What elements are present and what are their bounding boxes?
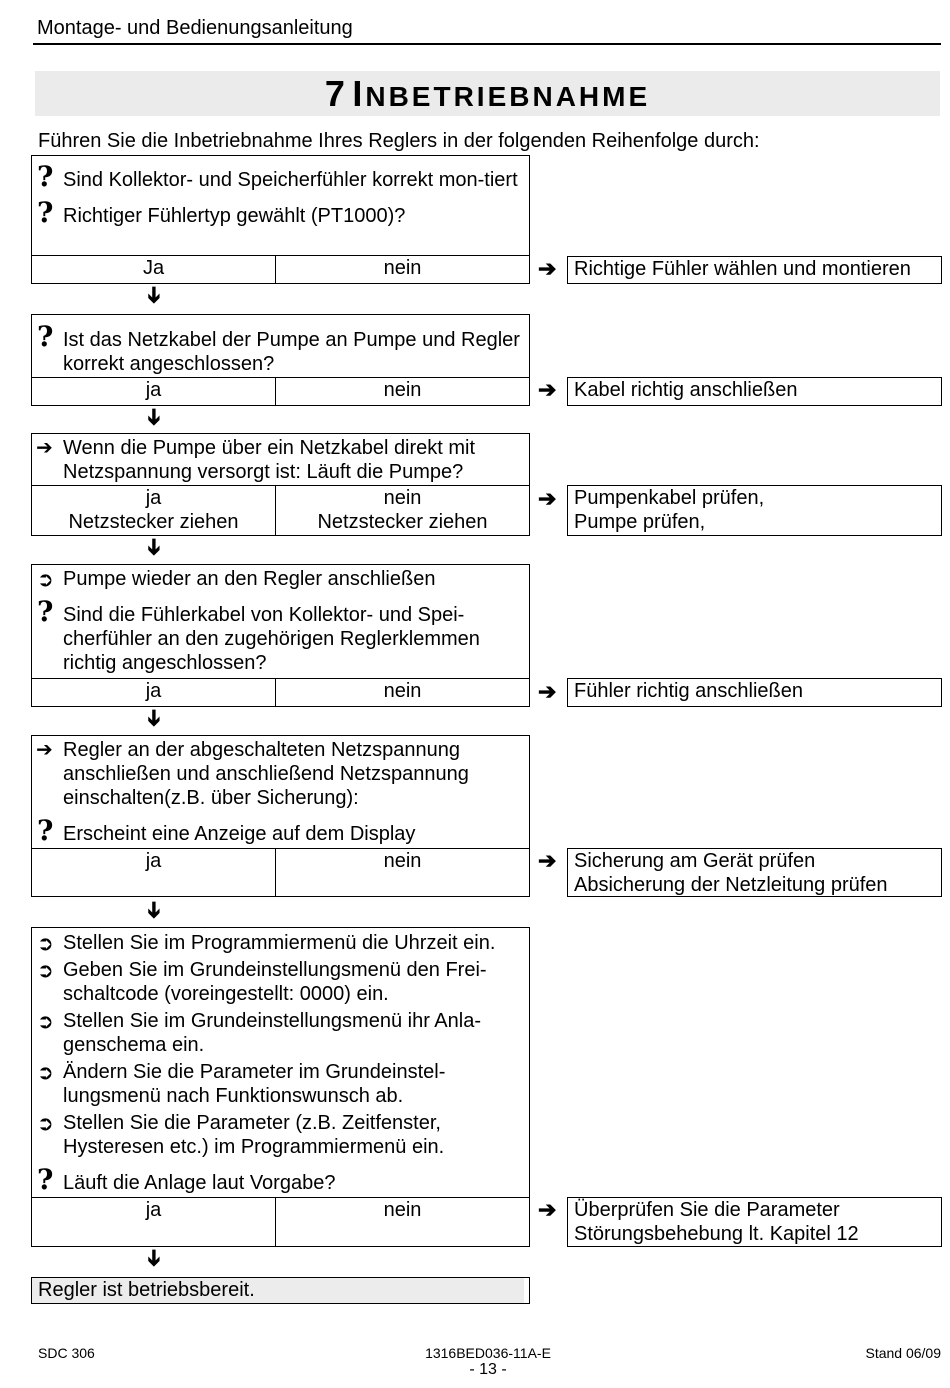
step-5-line-1 xyxy=(32,738,523,810)
step-3-no: nein xyxy=(383,487,422,509)
step-1-line-2 xyxy=(32,196,529,229)
final-status: Regler ist betriebsbereit. xyxy=(31,1277,530,1304)
question-icon: ? xyxy=(37,196,54,229)
section-title-initial: I xyxy=(352,73,366,114)
step-6-no: nein xyxy=(383,1199,422,1221)
step-6-line-5 xyxy=(32,1111,523,1159)
arrow-right-icon: ➔ xyxy=(36,437,53,459)
footer-doc-number: 1316BED036-11A-E xyxy=(425,1345,551,1361)
arrow-right-icon: ➔ xyxy=(36,739,53,761)
step-1-line-1-text: Sind Kollektor- und Speicherfühler korrekt mon-tiert xyxy=(63,169,518,191)
intro-text: Führen Sie die Inbetriebnahme Ihres Reglers in der folgenden Reihenfolge durch: xyxy=(38,130,760,152)
section-title-rest: NBETRIEBNAHME xyxy=(365,81,651,112)
step-2-line-1-text: Ist das Netzkabel der Pumpe an Pumpe und Regler korrekt angeschlossen? xyxy=(63,329,520,375)
step-6-line-1-text: Stellen Sie im Programmiermenü die Uhrzeit ein. xyxy=(63,932,496,954)
step-4-result: Fühler richtig anschließen xyxy=(567,678,942,707)
step-6-answer-row xyxy=(31,1197,530,1247)
step-3-question-box xyxy=(31,433,530,486)
step-5-result xyxy=(567,848,942,897)
step-3-line-1 xyxy=(32,436,523,484)
step-3-no-cell xyxy=(276,486,529,535)
step-6-question-box xyxy=(31,927,530,1198)
step-6-line-5-text: Stellen Sie die Parameter (z.B. Zeitfenster, Hysteresen etc.) im Programmiermenü ein. xyxy=(63,1112,445,1158)
question-icon: ? xyxy=(37,1163,54,1196)
circle-arrow-icon: ➲ xyxy=(37,1060,54,1084)
step-2-line-1 xyxy=(32,320,523,376)
step-1-line-2-text: Richtiger Fühlertyp gewählt (PT1000)? xyxy=(63,205,406,227)
step-2-question-box xyxy=(31,314,530,378)
step-2-answer-row xyxy=(31,377,530,406)
step-6-line-1 xyxy=(32,931,529,955)
arrow-right-icon: ➔ xyxy=(538,848,557,873)
step-1-result: Richtige Fühler wählen und montieren xyxy=(567,256,942,284)
step-1-no: nein xyxy=(383,257,422,279)
step-4-line-2 xyxy=(32,595,523,675)
step-4-question-box xyxy=(31,564,530,679)
arrow-right-icon: ➔ xyxy=(538,486,557,511)
question-icon: ? xyxy=(37,595,54,628)
arrow-down-icon: ➔ xyxy=(142,708,168,728)
step-5-no: nein xyxy=(383,850,422,872)
step-5-line-2-text: Erscheint eine Anzeige auf dem Display xyxy=(63,823,416,845)
step-5-line-1-text: Regler an der abgeschalteten Netzspannung anschließen und anschließend Netzspannung einschalten(z.B. über Sicherung): xyxy=(63,739,469,809)
footer-model: SDC 306 xyxy=(38,1345,95,1361)
step-5-line-2 xyxy=(32,814,529,847)
step-1-answer-row xyxy=(31,255,530,284)
section-title xyxy=(35,71,940,116)
step-4-no: nein xyxy=(383,680,422,702)
step-3-yes: ja xyxy=(145,487,162,509)
step-6-result-line-2: Störungsbehebung lt. Kapitel 12 xyxy=(574,1223,859,1245)
arrow-right-icon: ➔ xyxy=(538,1197,557,1222)
arrow-right-icon: ➔ xyxy=(538,256,557,281)
step-3-line-1-text: Wenn die Pumpe über ein Netzkabel direkt mit Netzspannung versorgt ist: Läuft die Pumpe? xyxy=(63,437,476,483)
step-4-answer-row xyxy=(31,678,530,707)
circle-arrow-icon: ➲ xyxy=(37,567,54,591)
arrow-down-icon: ➔ xyxy=(142,1248,168,1268)
circle-arrow-icon: ➲ xyxy=(37,1111,54,1135)
step-2-yes: ja xyxy=(32,378,276,405)
circle-arrow-icon: ➲ xyxy=(37,1009,54,1033)
step-3-yes-sub: Netzstecker ziehen xyxy=(68,511,239,533)
step-6-line-3 xyxy=(32,1009,523,1057)
arrow-right-icon: ➔ xyxy=(538,679,557,704)
step-3-no-sub: Netzstecker ziehen xyxy=(317,511,488,533)
step-4-yes: ja xyxy=(32,679,276,706)
step-5-yes: ja xyxy=(32,849,276,896)
step-2-no: nein xyxy=(383,379,422,401)
step-6-result-line-1: Überprüfen Sie die Parameter xyxy=(574,1199,840,1221)
step-3-answer-row xyxy=(31,485,530,536)
step-6-line-3-text: Stellen Sie im Grundeinstellungsmenü ihr Anla-genschema ein. xyxy=(63,1010,481,1056)
step-6-yes: ja xyxy=(32,1198,276,1246)
question-icon: ? xyxy=(37,160,54,193)
step-3-yes-cell xyxy=(32,486,276,535)
step-1-line-1 xyxy=(32,160,523,193)
arrow-down-icon: ➔ xyxy=(142,900,168,920)
arrow-down-icon: ➔ xyxy=(142,285,168,305)
question-icon: ? xyxy=(37,320,54,353)
step-3-result xyxy=(567,485,942,536)
section-number: 7 xyxy=(324,73,348,114)
footer-date: Stand 06/09 xyxy=(865,1345,941,1361)
circle-arrow-icon: ➲ xyxy=(37,958,54,982)
header-rule xyxy=(33,43,941,45)
question-icon: ? xyxy=(37,814,54,847)
document-header: Montage- und Bedienungsanleitung xyxy=(37,17,353,39)
arrow-right-icon: ➔ xyxy=(538,377,557,402)
step-6-line-4-text: Ändern Sie die Parameter im Grundeinstel-lungsmenü nach Funktionswunsch ab. xyxy=(63,1061,446,1107)
step-1-yes: Ja xyxy=(32,256,276,283)
step-6-line-6 xyxy=(32,1163,529,1196)
step-2-result: Kabel richtig anschließen xyxy=(567,377,942,406)
step-5-result-line-1: Sicherung am Gerät prüfen xyxy=(574,850,816,872)
step-4-line-2-text: Sind die Fühlerkabel von Kollektor- und Spei-cherfühler an den zugehörigen Reglerklemmen richtig angeschlossen? xyxy=(63,604,480,674)
step-5-question-box xyxy=(31,735,530,849)
page-number: - 13 - xyxy=(469,1361,507,1378)
step-4-line-1 xyxy=(32,567,529,591)
step-5-result-line-2: Absicherung der Netzleitung prüfen xyxy=(574,874,888,896)
step-3-result-line-2: Pumpe prüfen, xyxy=(574,511,706,533)
step-1-question-box xyxy=(31,155,530,256)
step-6-result xyxy=(567,1197,942,1247)
step-6-line-4 xyxy=(32,1060,523,1108)
circle-arrow-icon: ➲ xyxy=(37,931,54,955)
step-5-answer-row xyxy=(31,848,530,897)
step-3-result-line-1: Pumpenkabel prüfen, xyxy=(574,487,765,509)
step-4-line-1-text: Pumpe wieder an den Regler anschließen xyxy=(63,568,436,590)
arrow-down-icon: ➔ xyxy=(142,537,168,557)
step-6-line-2-text: Geben Sie im Grundeinstellungsmenü den Frei-schaltcode (voreingestellt: 0000) ein. xyxy=(63,959,487,1005)
step-6-line-6-text: Läuft die Anlage laut Vorgabe? xyxy=(63,1172,336,1194)
step-6-line-2 xyxy=(32,958,523,1006)
arrow-down-icon: ➔ xyxy=(142,407,168,427)
